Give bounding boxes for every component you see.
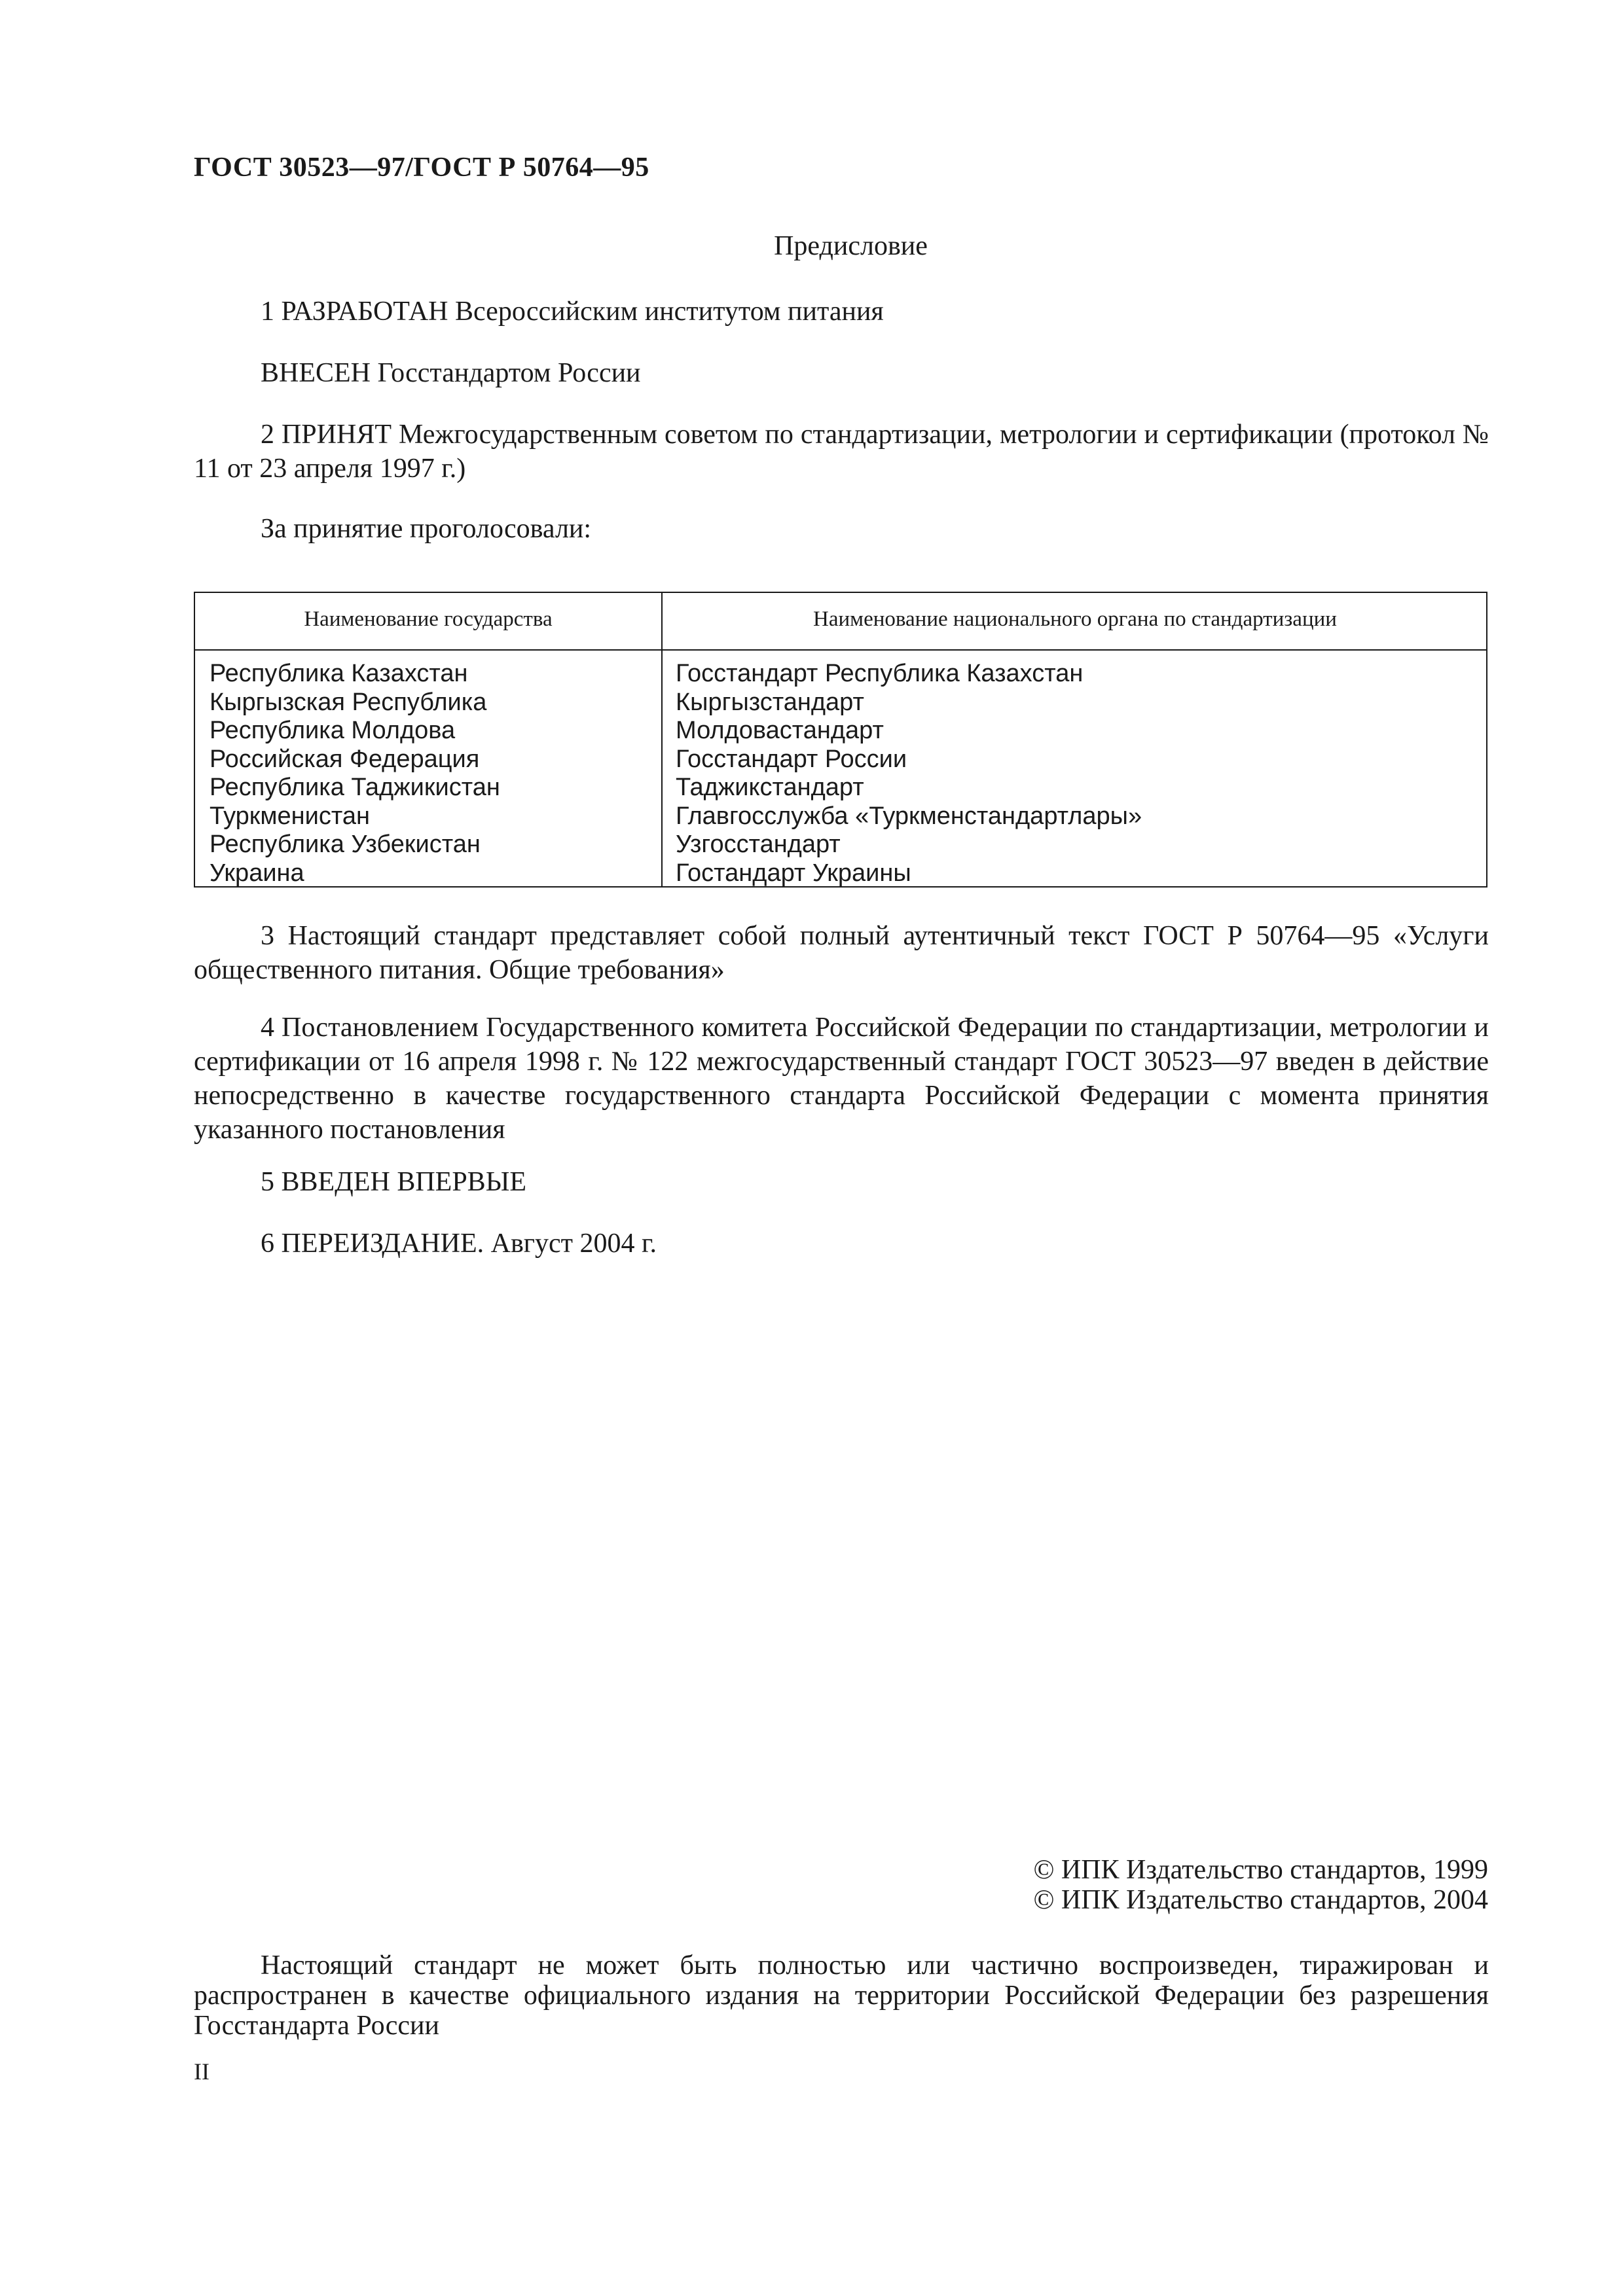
table-cell-state: Республика Таджикистан: [210, 774, 500, 801]
table-cell-body: Кыргызстандарт: [676, 688, 864, 716]
paragraph-1-submitted: ВНЕСЕН Госстандартом России: [261, 358, 641, 388]
table-column-bodies: [676, 660, 1142, 888]
preface-title: Предисловие: [774, 231, 928, 261]
table-cell-state: Украина: [210, 859, 304, 887]
table-cell-state: Республика Казахстан: [210, 660, 468, 687]
table-cell-state: Республика Узбекистан: [210, 831, 481, 858]
table-cell-body: Молдовастандарт: [676, 717, 884, 744]
paragraph-4-resolution: 4 Постановлением Государственного комитета Российской Федерации по стандартизации, метрологии и сертификации от 16 апреля 1998 г. № 122 межгосударственный стандарт ГОСТ 30523—97 введен в действие непосредственно в качестве государственного стандарта Российской Федерации с момента принятия указанного постановления: [194, 1013, 1489, 1145]
paragraph-5-first-introduced: 5 ВВЕДЕН ВПЕРВЫЕ: [261, 1167, 526, 1197]
copyright-line-1999: © ИПК Издательство стандартов, 1999: [1033, 1855, 1488, 1885]
table-column-divider: [661, 593, 663, 886]
paragraph-6-reissue: 6 ПЕРЕИЗДАНИЕ. Август 2004 г.: [261, 1229, 657, 1259]
table-cell-state: Российская Федерация: [210, 745, 480, 773]
paragraph-3-authentic-text: 3 Настоящий стандарт представляет собой полный аутентичный текст ГОСТ Р 50764—95 «Услуги общественного питания. Общие требования»: [194, 921, 1489, 985]
vote-intro: За принятие проголосовали:: [261, 514, 592, 544]
page-number: II: [194, 2058, 210, 2085]
table-cell-body: Госстандарт России: [676, 745, 907, 773]
document-code-header: ГОСТ 30523—97/ГОСТ Р 50764—95: [194, 152, 649, 183]
table-cell-body: Узгосстандарт: [676, 831, 841, 858]
paragraph-2-adopted: 2 ПРИНЯТ Межгосударственным советом по стандартизации, метрологии и сертификации (протокол № 11 от 23 апреля 1997 г.): [194, 420, 1489, 484]
vote-table: [194, 592, 1487, 888]
reproduction-notice: Настоящий стандарт не может быть полностью или частично воспроизведен, тиражирован и распространен в качестве официального издания на территории Российской Федерации без разрешения Госстандарта России: [194, 1950, 1489, 2041]
table-header-national-body: Наименование национального органа по стандартизации: [813, 607, 1337, 631]
paragraph-1-developed: 1 РАЗРАБОТАН Всероссийским институтом питания: [261, 296, 884, 327]
table-cell-body: Главгосслужба «Туркменстандартлары»: [676, 802, 1142, 830]
table-cell-state: Туркменистан: [210, 802, 370, 830]
table-cell-body: Госстандарт Республика Казахстан: [676, 660, 1084, 687]
table-cell-body: Гостандарт Украины: [676, 859, 911, 887]
table-cell-state: Кыргызская Республика: [210, 688, 487, 716]
copyright-line-2004: © ИПК Издательство стандартов, 2004: [1033, 1885, 1488, 1915]
table-cell-body: Таджикстандарт: [676, 774, 864, 801]
copyright-block: [1033, 1855, 1488, 1915]
table-column-states: [210, 660, 500, 888]
table-cell-state: Республика Молдова: [210, 717, 456, 744]
table-header-divider: [195, 649, 1486, 651]
table-header-state: Наименование государства: [304, 607, 553, 631]
